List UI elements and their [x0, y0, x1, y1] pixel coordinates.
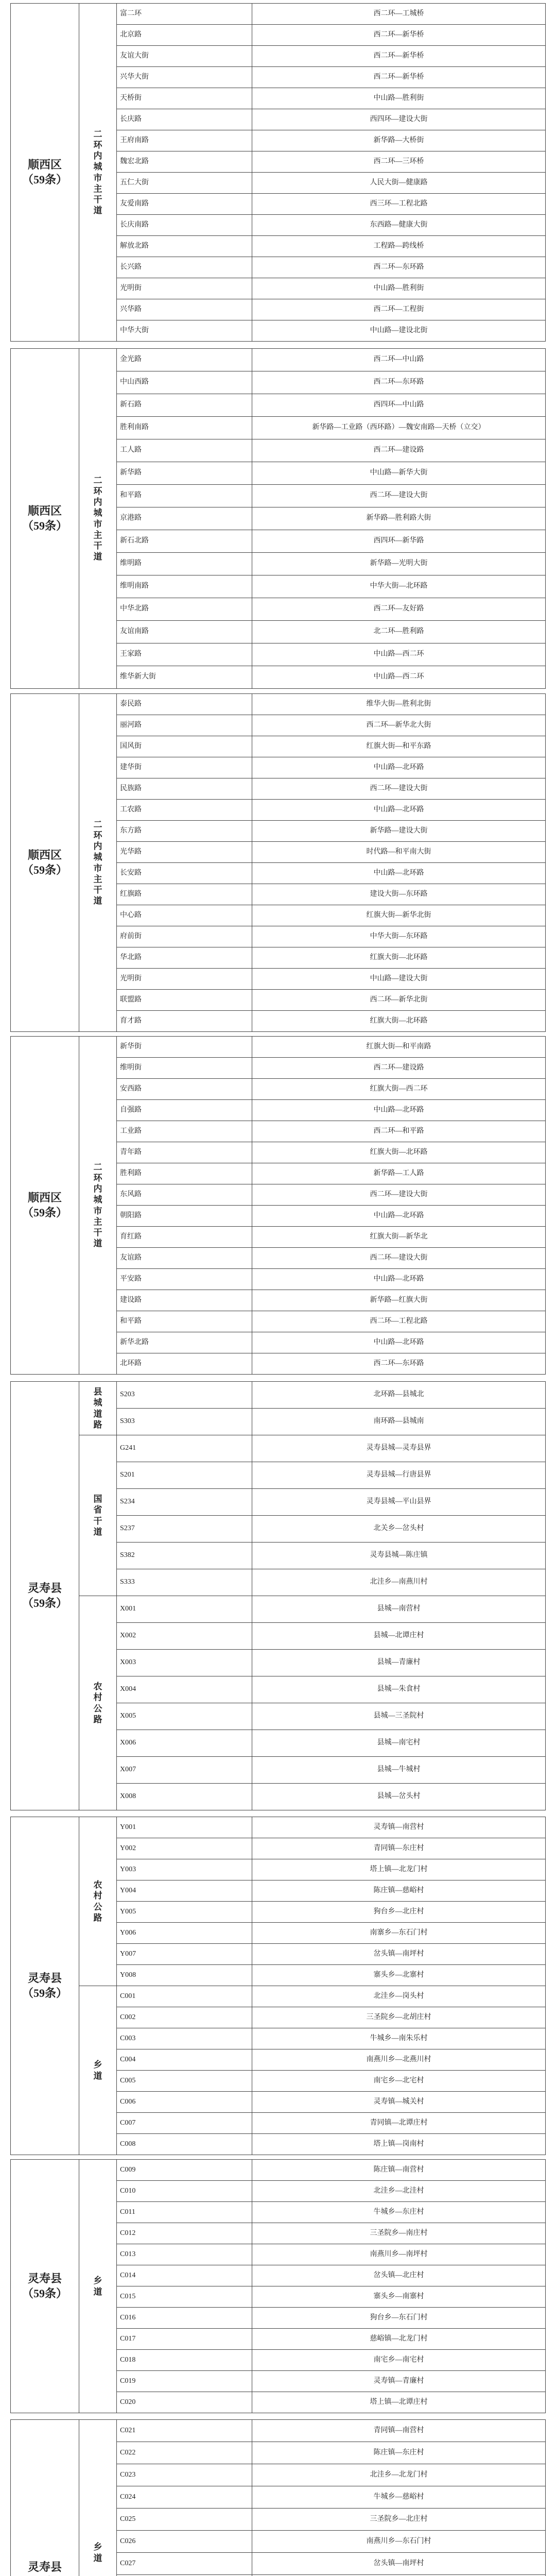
road-name-cell: 解放北路 — [117, 236, 252, 257]
road-name-cell: 长安路 — [117, 863, 252, 884]
road-section-cell: 北洼乡—岗头村 — [252, 1986, 546, 2007]
table-row — [11, 349, 546, 371]
road-name-cell: S237 — [117, 1516, 252, 1543]
road-section-cell: 红旗大街—西二环 — [252, 1079, 546, 1100]
road-name-cell: 新石北路 — [117, 530, 252, 553]
road-name-cell: 友谊路 — [117, 1248, 252, 1269]
road-section-cell: 灵寿镇—南营村 — [252, 1817, 546, 1838]
road-section-cell: 灵寿县城—行唐县界 — [252, 1462, 546, 1489]
road-section-cell: 县城—岔头村 — [252, 1784, 546, 1810]
road-section-cell: 红旗大街—北环路 — [252, 1142, 546, 1163]
road-section-cell: 时代路—和平南大街 — [252, 842, 546, 863]
road-table — [10, 1817, 546, 2155]
road-section-cell: 牛城乡—南朱乐村 — [252, 2028, 546, 2049]
road-name-cell: 丽河路 — [117, 715, 252, 736]
road-name-cell: 北京路 — [117, 25, 252, 46]
road-name-cell: C007 — [117, 2113, 252, 2134]
road-name-cell: C019 — [117, 2371, 252, 2392]
road-name-cell: C021 — [117, 2420, 252, 2442]
road-section-cell: 慈峪镇—北龙门村 — [252, 2329, 546, 2350]
table-row — [11, 1435, 546, 1462]
road-name-cell: 胜利南路 — [117, 417, 252, 439]
district-cell: 灵寿县 — [11, 2420, 79, 2576]
road-section-cell: 西二环—建设大街 — [252, 1248, 546, 1269]
road-name-cell: C010 — [117, 2181, 252, 2202]
road-section-cell: 塔上镇—北谭庄村 — [252, 2392, 546, 2413]
road-name-cell: 长庆路 — [117, 109, 252, 130]
road-section-cell: 西二环—和平路 — [252, 1121, 546, 1142]
road-section-cell: 西二环—中山路 — [252, 349, 546, 371]
road-section-cell: 西四环—中山路 — [252, 394, 546, 417]
road-name-cell: 东风路 — [117, 1184, 252, 1206]
road-section-cell: 县城—牛城村 — [252, 1757, 546, 1784]
road-section-cell: 新华路—工人路 — [252, 1163, 546, 1184]
category-cell: 农 村 公 路 — [79, 1596, 117, 1810]
table-row — [11, 1382, 546, 1409]
road-name-cell: 维明南路 — [117, 575, 252, 598]
road-section-cell: 县城—三圣院村 — [252, 1703, 546, 1730]
category-cell: 农 村 公 路 — [79, 1817, 117, 1986]
road-name-cell: 光明街 — [117, 278, 252, 299]
road-name-cell: Y005 — [117, 1902, 252, 1923]
district-cell: 灵寿县 （59条） — [11, 1817, 79, 2155]
road-section-cell: 西二环—新华北街 — [252, 990, 546, 1011]
road-name-cell: X004 — [117, 1676, 252, 1703]
road-section-cell: 北洼乡—南燕川村 — [252, 1569, 546, 1596]
road-name-cell: 工农路 — [117, 800, 252, 821]
road-section-cell: 人民大街—健康路 — [252, 173, 546, 194]
road-name-cell: 和平路 — [117, 1311, 252, 1332]
road-name-cell: 维明街 — [117, 1058, 252, 1079]
road-section-cell: 青同镇—东庄村 — [252, 1838, 546, 1859]
road-section-cell: 西二环—新华桥 — [252, 67, 546, 88]
road-name-cell: Y004 — [117, 1880, 252, 1902]
road-name-cell: 育才路 — [117, 1011, 252, 1032]
road-section-cell: 西二环—建设大街 — [252, 1184, 546, 1206]
road-name-cell: 和平路 — [117, 485, 252, 507]
road-section-cell: 牛城乡—慈峪村 — [252, 2486, 546, 2509]
road-section-cell: 县城—青廉村 — [252, 1650, 546, 1676]
road-name-cell: S203 — [117, 1382, 252, 1409]
road-section-cell: 县城—南宅村 — [252, 1730, 546, 1757]
category-cell: 二 环 内 城 市 主 干 道 — [79, 4, 117, 342]
road-section-cell: 陈庄镇—慈峪村 — [252, 1880, 546, 1902]
district-cell: 顺西区 （59条） — [11, 349, 79, 689]
road-name-cell: 青年路 — [117, 1142, 252, 1163]
road-section-cell: 中山路—建设北街 — [252, 320, 546, 342]
road-name-cell: C020 — [117, 2392, 252, 2413]
road-section-cell: 牛城乡—东庄村 — [252, 2202, 546, 2223]
road-name-cell: 育红路 — [117, 1227, 252, 1248]
road-section-cell: 狗台乡—北庄村 — [252, 1902, 546, 1923]
road-section-cell: 建设大街—东环路 — [252, 884, 546, 905]
category-cell: 乡 道 — [79, 2160, 117, 2413]
road-section-cell: 中山路—新华大街 — [252, 462, 546, 485]
road-name-cell: 兴华大街 — [117, 67, 252, 88]
road-section-cell: 中山路—北环路 — [252, 1100, 546, 1121]
road-section-cell: 中山路—北环路 — [252, 800, 546, 821]
road-name-cell: 民族路 — [117, 778, 252, 800]
road-section-cell: 西四环—建设大街 — [252, 109, 546, 130]
road-section-cell: 北环路—县城北 — [252, 1382, 546, 1409]
road-name-cell: 天桥街 — [117, 88, 252, 109]
road-section-cell: 西二环—工程北路 — [252, 1311, 546, 1332]
category-cell: 国 省 干 道 — [79, 1435, 117, 1596]
road-name-cell: C008 — [117, 2134, 252, 2155]
road-section-cell: 南环路—县城南 — [252, 1409, 546, 1435]
road-name-cell: C013 — [117, 2244, 252, 2265]
road-table — [10, 1036, 546, 1375]
road-section-cell: 中山路—北环路 — [252, 1332, 546, 1353]
road-name-cell: S333 — [117, 1569, 252, 1596]
road-name-cell: C014 — [117, 2265, 252, 2286]
category-cell: 乡 道 — [79, 2420, 117, 2576]
road-section-cell: 县城—北谭庄村 — [252, 1623, 546, 1650]
district-cell: 顺西区 （59条） — [11, 1037, 79, 1375]
road-name-cell: 新华街 — [117, 1037, 252, 1058]
road-name-cell: C022 — [117, 2442, 252, 2464]
road-name-cell: 友爱南路 — [117, 194, 252, 215]
road-table — [10, 2159, 546, 2413]
category-cell: 二 环 内 城 市 主 干 道 — [79, 349, 117, 689]
road-section-cell: 中华大街—东环路 — [252, 926, 546, 947]
road-section-cell: 青同镇—北谭庄村 — [252, 2113, 546, 2134]
road-section-cell: 西二环—新华桥 — [252, 46, 546, 67]
road-name-cell: 光明街 — [117, 969, 252, 990]
road-section-cell: 狗台乡—东石门村 — [252, 2308, 546, 2329]
road-name-cell: 中山西路 — [117, 371, 252, 394]
category-cell: 县 城 道 路 — [79, 1382, 117, 1435]
road-section-cell: 岔头镇—南坪村 — [252, 1944, 546, 1965]
road-section-cell: 中山路—北环路 — [252, 1206, 546, 1227]
road-section-cell: 维华大街—胜利北街 — [252, 694, 546, 715]
road-section-cell: 新华路—建设大街 — [252, 821, 546, 842]
road-name-cell: S201 — [117, 1462, 252, 1489]
road-name-cell: C025 — [117, 2509, 252, 2531]
road-name-cell: 联盟路 — [117, 990, 252, 1011]
road-name-cell: S303 — [117, 1409, 252, 1435]
road-section-cell: 中山路—胜利街 — [252, 88, 546, 109]
category-cell: 二 环 内 城 市 主 干 道 — [79, 1037, 117, 1375]
road-section-cell: 西二环—建设大街 — [252, 778, 546, 800]
road-name-cell: 华北路 — [117, 947, 252, 969]
road-section-cell: 青同镇—南营村 — [252, 2420, 546, 2442]
table-row — [11, 1986, 546, 2007]
road-name-cell: C006 — [117, 2092, 252, 2113]
road-section-cell: 新华路—大桥街 — [252, 130, 546, 151]
road-name-cell: 东方路 — [117, 821, 252, 842]
road-section-cell: 寨头乡—南寨村 — [252, 2286, 546, 2308]
table-row — [11, 4, 546, 25]
road-section-cell: 县城—南营村 — [252, 1596, 546, 1623]
road-name-cell: 自强路 — [117, 1100, 252, 1121]
road-name-cell: X007 — [117, 1757, 252, 1784]
road-section-cell: 西二环—工城桥 — [252, 4, 546, 25]
road-section-cell: 北二环—胜利路 — [252, 621, 546, 643]
road-section-cell: 中山路—胜利街 — [252, 278, 546, 299]
road-section-cell: 西四环—新华路 — [252, 530, 546, 553]
road-section-cell: 中山路—北环路 — [252, 1269, 546, 1290]
road-section-cell: 塔上镇—北龙门村 — [252, 1859, 546, 1880]
road-section-cell: 北洼乡—北龙门村 — [252, 2464, 546, 2486]
road-section-cell: 中山路—北环路 — [252, 757, 546, 778]
road-section-cell: 三圣院乡—北胡庄村 — [252, 2007, 546, 2028]
road-section-cell: 南燕川乡—东石门村 — [252, 2531, 546, 2553]
road-name-cell: C017 — [117, 2329, 252, 2350]
road-section-cell: 灵寿县城—平山县界 — [252, 1489, 546, 1516]
road-section-cell: 三圣院乡—南庄村 — [252, 2223, 546, 2244]
road-name-cell: 魏宏北路 — [117, 151, 252, 173]
road-name-cell: 胜利路 — [117, 1163, 252, 1184]
road-name-cell: 国风街 — [117, 736, 252, 757]
road-section-cell: 西二环—友好路 — [252, 598, 546, 621]
road-name-cell: 中心路 — [117, 905, 252, 926]
table-row — [11, 1037, 546, 1058]
table-row — [11, 694, 546, 715]
road-section-cell: 岔头镇—南坪村 — [252, 2553, 546, 2575]
road-name-cell: X006 — [117, 1730, 252, 1757]
district-cell: 顺西区 （59条） — [11, 694, 79, 1032]
road-section-cell: 西二环—新华北大街 — [252, 715, 546, 736]
road-name-cell: C009 — [117, 2160, 252, 2181]
road-section-cell: 中山路—建设大街 — [252, 969, 546, 990]
road-name-cell: 兴华路 — [117, 299, 252, 320]
table-row — [11, 2160, 546, 2181]
road-name-cell: X008 — [117, 1784, 252, 1810]
road-name-cell: Y007 — [117, 1944, 252, 1965]
road-name-cell: 王家路 — [117, 643, 252, 666]
road-name-cell: 工人路 — [117, 439, 252, 462]
road-section-cell: 新华路—红旗大街 — [252, 1290, 546, 1311]
district-cell: 灵寿县 （59条） — [11, 2160, 79, 2413]
table-row — [11, 1817, 546, 1838]
road-section-cell: 东西路—健康大街 — [252, 215, 546, 236]
road-section-cell: 红旗大街—北环路 — [252, 1011, 546, 1032]
road-name-cell: 中华大街 — [117, 320, 252, 342]
road-name-cell: 建设路 — [117, 1290, 252, 1311]
road-name-cell: 中华北路 — [117, 598, 252, 621]
road-name-cell: 富二环 — [117, 4, 252, 25]
road-name-cell: C004 — [117, 2049, 252, 2071]
category-cell: 乡 道 — [79, 1986, 117, 2155]
district-cell: 灵寿县 （59条） — [11, 1382, 79, 1810]
road-section-cell: 南燕川乡—北燕川村 — [252, 2049, 546, 2071]
road-section-cell: 中华大街—北环路 — [252, 575, 546, 598]
road-section-cell: 红旗大街—新华北街 — [252, 905, 546, 926]
road-section-cell: 灵寿县城—陈庄镇 — [252, 1543, 546, 1569]
road-name-cell: X001 — [117, 1596, 252, 1623]
road-name-cell: S234 — [117, 1489, 252, 1516]
road-name-cell: X002 — [117, 1623, 252, 1650]
road-name-cell: S382 — [117, 1543, 252, 1569]
road-section-cell: 红旗大街—北环路 — [252, 947, 546, 969]
road-name-cell: C005 — [117, 2071, 252, 2092]
road-name-cell: C026 — [117, 2531, 252, 2553]
road-section-cell: 县城—朱食村 — [252, 1676, 546, 1703]
road-name-cell: X003 — [117, 1650, 252, 1676]
road-name-cell: 朝阳路 — [117, 1206, 252, 1227]
road-name-cell: Y002 — [117, 1838, 252, 1859]
road-name-cell: 王府南路 — [117, 130, 252, 151]
road-section-cell: 西二环—东环路 — [252, 1353, 546, 1375]
road-name-cell: Y003 — [117, 1859, 252, 1880]
road-name-cell: C023 — [117, 2464, 252, 2486]
road-name-cell: C027 — [117, 2553, 252, 2575]
road-name-cell: 金光路 — [117, 349, 252, 371]
road-name-cell: 京港路 — [117, 507, 252, 530]
road-table — [10, 3, 546, 342]
road-section-cell: 中山路—北环路 — [252, 863, 546, 884]
road-section-cell: 中山路—西二环 — [252, 666, 546, 689]
road-name-cell: 长庆南路 — [117, 215, 252, 236]
road-section-cell: 塔上镇—岗南村 — [252, 2134, 546, 2155]
road-table — [10, 693, 546, 1032]
road-name-cell: 长兴路 — [117, 257, 252, 278]
category-cell: 二 环 内 城 市 主 干 道 — [79, 694, 117, 1032]
road-name-cell: 友谊大街 — [117, 46, 252, 67]
road-section-cell: 新华路—光明大街 — [252, 553, 546, 575]
road-section-cell: 南寨乡—东石门村 — [252, 1923, 546, 1944]
road-name-cell: 友谊南路 — [117, 621, 252, 643]
road-section-cell: 南燕川乡—南坪村 — [252, 2244, 546, 2265]
road-name-cell: C011 — [117, 2202, 252, 2223]
road-name-cell: 泰民路 — [117, 694, 252, 715]
road-section-cell: 灵寿镇—青廉村 — [252, 2371, 546, 2392]
road-section-cell: 三圣院乡—北庄村 — [252, 2509, 546, 2531]
road-name-cell: 光华路 — [117, 842, 252, 863]
road-name-cell: X005 — [117, 1703, 252, 1730]
road-table — [10, 2419, 546, 2576]
road-name-cell: C001 — [117, 1986, 252, 2007]
road-name-cell: 府前街 — [117, 926, 252, 947]
road-name-cell: 五仁大街 — [117, 173, 252, 194]
road-name-cell: 新华路 — [117, 462, 252, 485]
road-section-cell: 红旗大街—新华北 — [252, 1227, 546, 1248]
road-name-cell: C024 — [117, 2486, 252, 2509]
road-name-cell: 红旗路 — [117, 884, 252, 905]
road-name-cell: 平安路 — [117, 1269, 252, 1290]
road-section-cell: 西二环—建设大街 — [252, 485, 546, 507]
road-name-cell: 安西路 — [117, 1079, 252, 1100]
road-name-cell: 北环路 — [117, 1353, 252, 1375]
road-section-cell: 西二环—三环桥 — [252, 151, 546, 173]
road-section-cell: 岔头镇—北庄村 — [252, 2265, 546, 2286]
road-section-cell: 西二环—新华桥 — [252, 25, 546, 46]
road-section-cell: 北洼乡—北洼村 — [252, 2181, 546, 2202]
road-section-cell: 新华路—胜利路大街 — [252, 507, 546, 530]
road-section-cell: 西二环—建设路 — [252, 1058, 546, 1079]
road-section-cell: 灵寿县城—灵寿县界 — [252, 1435, 546, 1462]
road-name-cell: 维华新大街 — [117, 666, 252, 689]
road-name-cell: C003 — [117, 2028, 252, 2049]
road-section-cell: 红旗大街—和平东路 — [252, 736, 546, 757]
road-name-cell: 维明路 — [117, 553, 252, 575]
road-section-cell: 陈庄镇—南营村 — [252, 2160, 546, 2181]
road-name-cell: G241 — [117, 1435, 252, 1462]
table-row — [11, 2420, 546, 2442]
road-section-cell: 红旗大街—和平南路 — [252, 1037, 546, 1058]
district-cell: 顺西区 （59条） — [11, 4, 79, 342]
road-name-cell: C015 — [117, 2286, 252, 2308]
road-name-cell: 工业路 — [117, 1121, 252, 1142]
road-section-cell: 西三环—工程北路 — [252, 194, 546, 215]
road-section-cell: 西二环—东环路 — [252, 257, 546, 278]
road-table — [10, 1381, 546, 1810]
road-name-cell: C016 — [117, 2308, 252, 2329]
road-section-cell: 南宅乡—南宅村 — [252, 2350, 546, 2371]
road-section-cell: 新华路—工业路（西环路）—魏安南路—天桥（立交） — [252, 417, 546, 439]
road-section-cell: 工程路—跨线桥 — [252, 236, 546, 257]
road-section-cell: 北关乡—岔头村 — [252, 1516, 546, 1543]
road-section-cell: 中山路—西二环 — [252, 643, 546, 666]
road-name-cell: 新石路 — [117, 394, 252, 417]
road-name-cell: 新华北路 — [117, 1332, 252, 1353]
road-section-cell: 寨头乡—北寨村 — [252, 1965, 546, 1986]
road-table — [10, 348, 546, 689]
road-name-cell: Y001 — [117, 1817, 252, 1838]
road-name-cell: C002 — [117, 2007, 252, 2028]
road-section-cell: 南宅乡—北宅村 — [252, 2071, 546, 2092]
road-section-cell: 陈庄镇—东庄村 — [252, 2442, 546, 2464]
road-name-cell: Y008 — [117, 1965, 252, 1986]
road-name-cell: C012 — [117, 2223, 252, 2244]
road-section-cell: 西二环—东环路 — [252, 371, 546, 394]
road-section-cell: 西二环—工程街 — [252, 299, 546, 320]
road-name-cell: 建华街 — [117, 757, 252, 778]
road-section-cell: 西二环—建设路 — [252, 439, 546, 462]
road-name-cell: Y006 — [117, 1923, 252, 1944]
road-name-cell: C018 — [117, 2350, 252, 2371]
road-section-cell: 灵寿镇—城关村 — [252, 2092, 546, 2113]
table-row — [11, 1596, 546, 1623]
